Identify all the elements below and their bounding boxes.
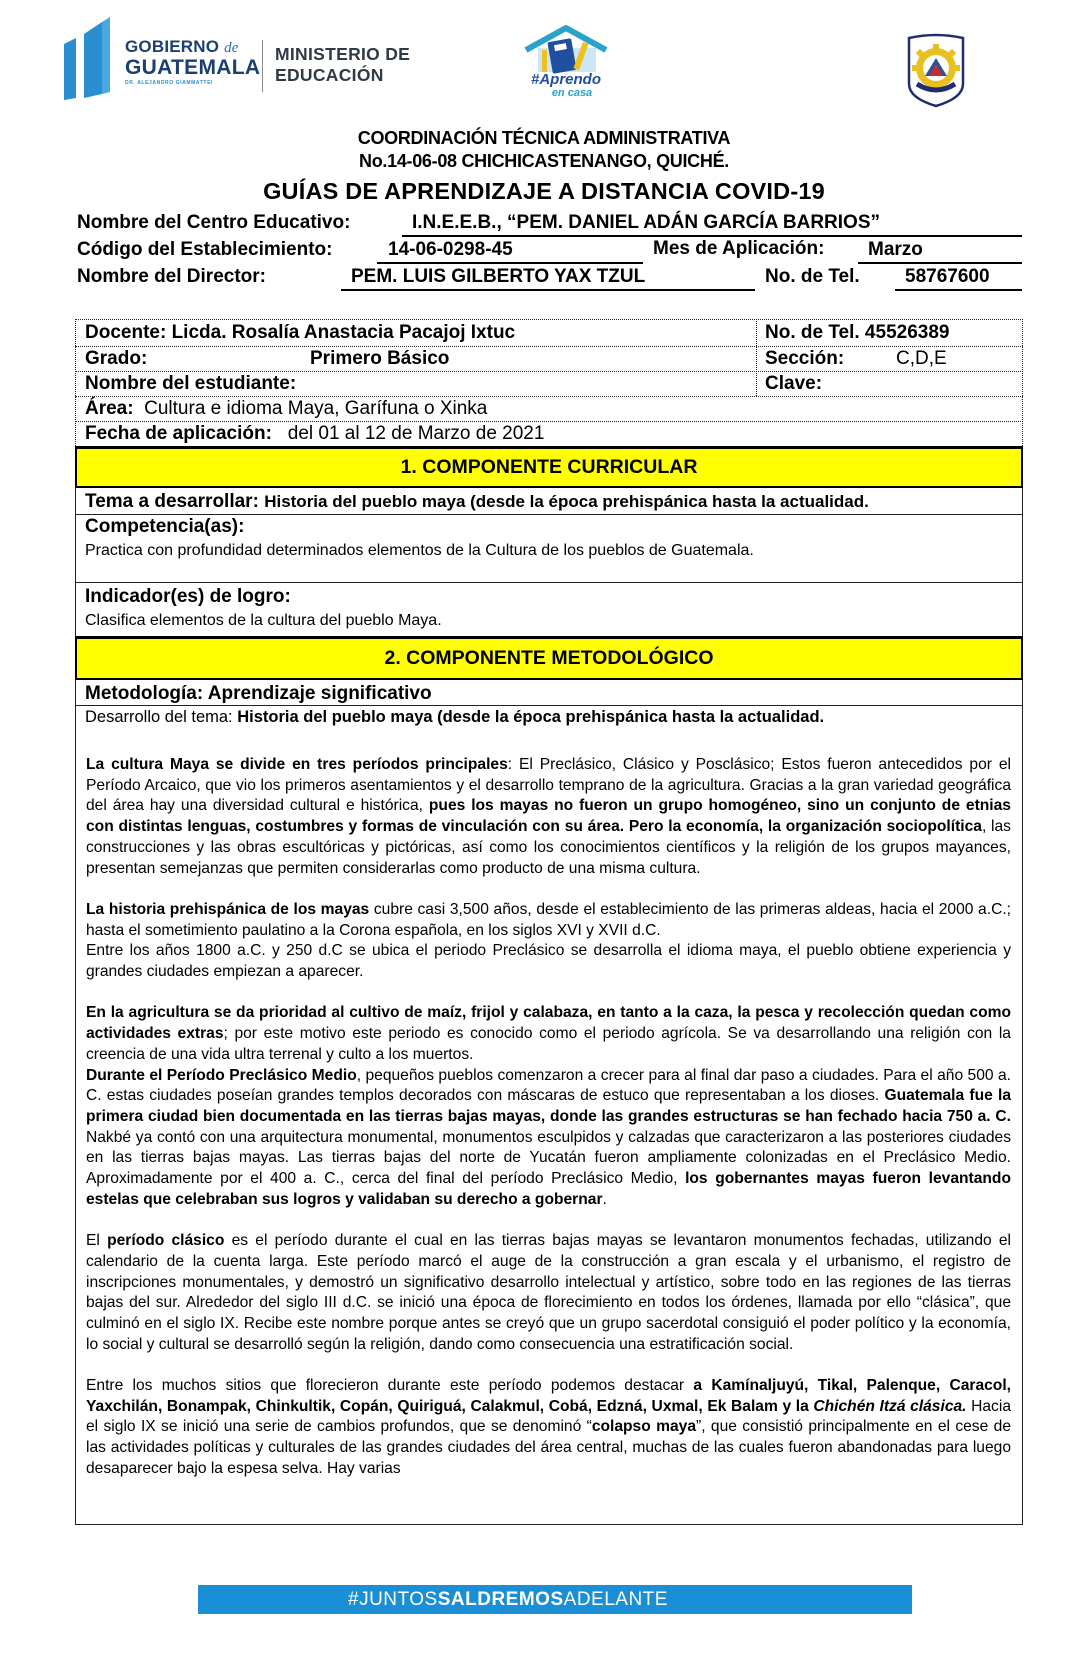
aprendo-label: #Aprendo <box>530 71 602 88</box>
text-run: En la agricultura se da prioridad al cultivo de maíz, frijol y calabaza, en tanto a la caza, la pesca y recolección quedan como actividades extras <box>86 1004 1011 1043</box>
text-run: Chichén Itzá clásica. <box>813 1397 967 1415</box>
gobierno-logo-text <box>125 38 260 86</box>
paragraph-preclasico-medio <box>86 1066 1011 1211</box>
director-underline <box>341 289 755 291</box>
text-run: los gobernantes mayas fueron levantando estelas que celebraban sus logros y validaban su derecho a gobernar <box>86 1170 1011 1208</box>
fecha-value: del 01 al 12 de Marzo de 2021 <box>287 423 545 444</box>
gobierno-label: GOBIERNO <box>125 37 220 56</box>
row-divider <box>75 705 1023 706</box>
text-run: ”, que consistió principalmente en el cese de las actividades políticas y culturales de las grandes ciudades del área central, muchas de las cuales fueron abandonadas para luego desaparecer bajo la espesa selva. Hay varias <box>86 1418 1011 1477</box>
ministerio-line1: MINISTERIO DE <box>275 44 411 64</box>
text-run: : El Preclásico, Clásico y Posclásico; Estos fueron antecedidos por el Período Arcaico, que vio los primeros asentamientos y el desarrollo temprano de la agricultura. Gracias a la gran variedad geográfica del área hay una diversidad cultural e histórica, <box>86 756 1011 815</box>
text-run: , las construcciones y las obras escultóricas y pictóricas, así como los conocimientos científicos y la religión de los grupos mayances, presentan semejanzas que permiten considerarlas como producto de una misma cultura. <box>86 818 1011 877</box>
table-border <box>75 319 1023 320</box>
text-run: El <box>86 1232 108 1250</box>
text-run: colapso maya <box>591 1418 697 1436</box>
centro-label: Nombre del Centro Educativo: <box>77 212 351 233</box>
tel-underline <box>895 289 1022 291</box>
area-field <box>85 397 487 421</box>
clave-label: Clave: <box>765 373 823 394</box>
tema-value: Historia del pueblo maya (desde la época prehispánica hasta la actualidad. <box>264 492 869 511</box>
president-label: DR. ALEJANDRO GIAMMATTEI <box>125 80 214 86</box>
mes-value: Marzo <box>868 239 923 260</box>
director-tel-value: 58767600 <box>905 266 990 287</box>
docente-field: Docente: Licda. Rosalía Anastacia Pacajoj Ixtuc <box>85 322 516 343</box>
paragraph-preclasico <box>86 941 1011 982</box>
text-run: Hacia el siglo IX se inició una serie de cambios profundos, que se denominó “ <box>86 1397 1011 1436</box>
row-divider <box>75 514 1023 515</box>
table-border <box>756 319 757 396</box>
hashtag-suffix: ADELANTE <box>563 1589 668 1610</box>
logo-divider <box>262 40 263 92</box>
gobierno-de: de <box>224 40 239 56</box>
text-run: Entre los años 1800 a.C. y 250 d.C se ubica el periodo Preclásico se desarrolla el idioma maya, el pueblo obtiene experiencia y grandes ciudades empiezan a aparecer. <box>86 942 1011 981</box>
footer-hashtag-banner <box>198 1585 912 1614</box>
docente-tel-field: No. de Tel. 45526389 <box>765 322 950 343</box>
director-value: PEM. LUIS GILBERTO YAX TZUL <box>351 266 646 287</box>
hashtag-prefix: #JUNTOS <box>348 1589 438 1610</box>
componente-metodologico-header: 2. COMPONENTE METODOLÓGICO <box>75 636 1023 680</box>
hashtag-bold: SALDREMOS <box>437 1589 564 1610</box>
desarrollo-label: Desarrollo del tema: <box>85 708 233 726</box>
coordination-title: COORDINACIÓN TÉCNICA ADMINISTRATIVA <box>357 128 731 148</box>
area-label: Área: <box>85 398 134 419</box>
mes-label: Mes de Aplicación: <box>653 238 825 259</box>
text-run: Guatemala fue la primera ciudad bien documentada en las tierras bajas mayas, donde las grandes estructuras se han fechado hacia 750 a. C. <box>86 1087 1011 1125</box>
tema-row <box>85 491 869 513</box>
centro-underline <box>402 235 1022 237</box>
school-crest-icon <box>905 32 967 108</box>
desarrollo-row <box>85 708 824 727</box>
table-border <box>75 319 76 446</box>
codigo-value: 14-06-0298-45 <box>388 239 513 260</box>
metodologia-label: Metodología: Aprendizaje significativo <box>85 683 432 704</box>
codigo-underline <box>377 262 643 264</box>
table-border <box>1022 319 1023 446</box>
paragraph-sitios <box>86 1376 1011 1480</box>
text-run: La historia prehispánica de los mayas <box>86 900 370 918</box>
desarrollo-value: Historia del pueblo maya (desde la época prehispánica hasta la actualidad. <box>237 708 825 726</box>
competencia-label: Competencia(as): <box>85 516 245 537</box>
componente-curricular-header: 1. COMPONENTE CURRICULAR <box>75 446 1023 488</box>
text-run: Nakbé ya contó con una arquitectura monumental, monumentos esculpidos y calzadas que caracterizaron a las posteriores ciudades en las tierras bajas mayas. Las tierras bajas del norte de Yucatán fueron ampliamente colonizadas en el Preclásico Medio. Aproximadamente por el 400 a. C., cerca del final del período Preclásico Medio, <box>86 1128 1011 1188</box>
seccion-label: Sección: <box>765 348 845 369</box>
lesson-body <box>86 755 1011 1480</box>
text-run: a Kamínaljuyú, Tikal, Palenque, Caracol, Yaxchilán, Bonampak, Chinkultik, Copán, Quiriguá, Calakmul, Cobá, Edzná, Uxmal, Ek Balam y la <box>86 1377 1011 1415</box>
text-run: pues los mayas no fueron un grupo homogéneo, sino un conjunto de etnias con distintas lenguas, costumbres y formas de vinculación con su área. Pero la economía, la organización sociopolítica <box>86 797 1011 836</box>
codigo-label: Código del Establecimiento: <box>77 239 333 260</box>
gobierno-guatemala-logo-icon <box>62 14 112 100</box>
aprendo-en-casa-logo-icon <box>520 24 612 100</box>
area-value: Cultura e idioma Maya, Garífuna o Xinka <box>144 398 488 419</box>
text-run: Durante el Período Preclásico Medio <box>86 1066 357 1084</box>
grado-label: Grado: <box>85 348 148 369</box>
director-label: Nombre del Director: <box>77 266 266 287</box>
text-run: , pequeños pueblos comenzaron a crecer para al final dar paso a ciudades. Para el año 500 a. C. estas ciudades poseían grandes templos decorados con máscaras de estuco que representaban a los dioses. <box>86 1066 1011 1105</box>
text-run: ; por este motivo este periodo es conocido como el periodo agrícola. Se va desarrollando una religión con la creencia de una vida ultra terrenal y culto a los muertos. <box>86 1025 1011 1063</box>
ministerio-line2: EDUCACIÓN <box>275 65 384 85</box>
text-run: . <box>602 1190 607 1208</box>
row-divider <box>75 582 1023 583</box>
paragraph-clasico <box>86 1231 1011 1355</box>
text-run: Entre los muchos sitios que florecieron durante este período podemos destacar <box>86 1377 694 1395</box>
district-title: No.14-06-08 CHICHICASTENANGO, QUICHÉ. <box>359 151 729 171</box>
text-run: cubre casi 3,500 años, desde el establecimiento de las primeras aldeas, hacia el 2000 a.C.; hasta el sometimiento paulatino a la Corona española, en los siglos XVI y XVII d.C. <box>86 900 1011 939</box>
director-tel-label: No. de Tel. <box>765 266 860 287</box>
paragraph-historia <box>86 900 1011 941</box>
section-border <box>1022 488 1023 638</box>
seccion-value: C,D,E <box>896 348 947 369</box>
text-run: es el período durante el cual en las tierras bajas mayas se levantaron monumentos fechadas, utilizando el calendario de la cuenta larga. Este período marcó el auge de la construcción a gran escala y el urbanismo, el registro de inscripciones monumentales, y demostró un significativo desarrollo intelectual y artístico, sobre todo en las regiones de las tierras bajas del sur. Alrededor del siglo III d.C. se inició una época de florecimiento en todos los órdenes, llamada por ello “clásica”, que culminó en el siglo IX. Recibe este nombre porque antes se creyó que un grupo sacerdotal consiguió el poder político y la economía, lo social y cultural se desarrolló según la religión, dando como consecuencia una estratificación social. <box>86 1232 1012 1353</box>
section-border <box>75 488 76 638</box>
indicador-label: Indicador(es) de logro: <box>85 586 291 607</box>
text-run: La cultura Maya se divide en tres períodos principales <box>86 756 508 773</box>
section-border <box>75 680 76 1525</box>
footer-hashtag <box>348 1585 668 1614</box>
section-bottom-border <box>75 1524 1023 1525</box>
estudiante-label: Nombre del estudiante: <box>85 373 297 394</box>
mes-underline <box>858 262 1022 264</box>
tema-label: Tema a desarrollar: <box>85 491 259 512</box>
guide-title: GUÍAS DE APRENDIZAJE A DISTANCIA COVID-19 <box>263 178 825 204</box>
fecha-field <box>85 422 544 446</box>
fecha-label: Fecha de aplicación: <box>85 423 272 444</box>
competencia-value: Practica con profundidad determinados elementos de la Cultura de los pueblos de Guatemala. <box>85 542 754 559</box>
en-casa-label: en casa <box>551 87 593 99</box>
ministerio-logo-text <box>275 44 410 86</box>
text-run: período clásico <box>107 1232 225 1250</box>
paragraph-periodos <box>86 755 1011 879</box>
grado-value: Primero Básico <box>310 348 450 369</box>
indicador-value: Clasifica elementos de la cultura del pueblo Maya. <box>85 612 442 629</box>
table-border <box>75 346 1023 347</box>
section-border <box>1022 680 1023 1525</box>
paragraph-agricultura <box>86 1003 1011 1065</box>
guatemala-label: GUATEMALA <box>125 56 261 79</box>
centro-value: I.N.E.E.B., “PEM. DANIEL ADÁN GARCÍA BARRIOS” <box>412 212 880 233</box>
